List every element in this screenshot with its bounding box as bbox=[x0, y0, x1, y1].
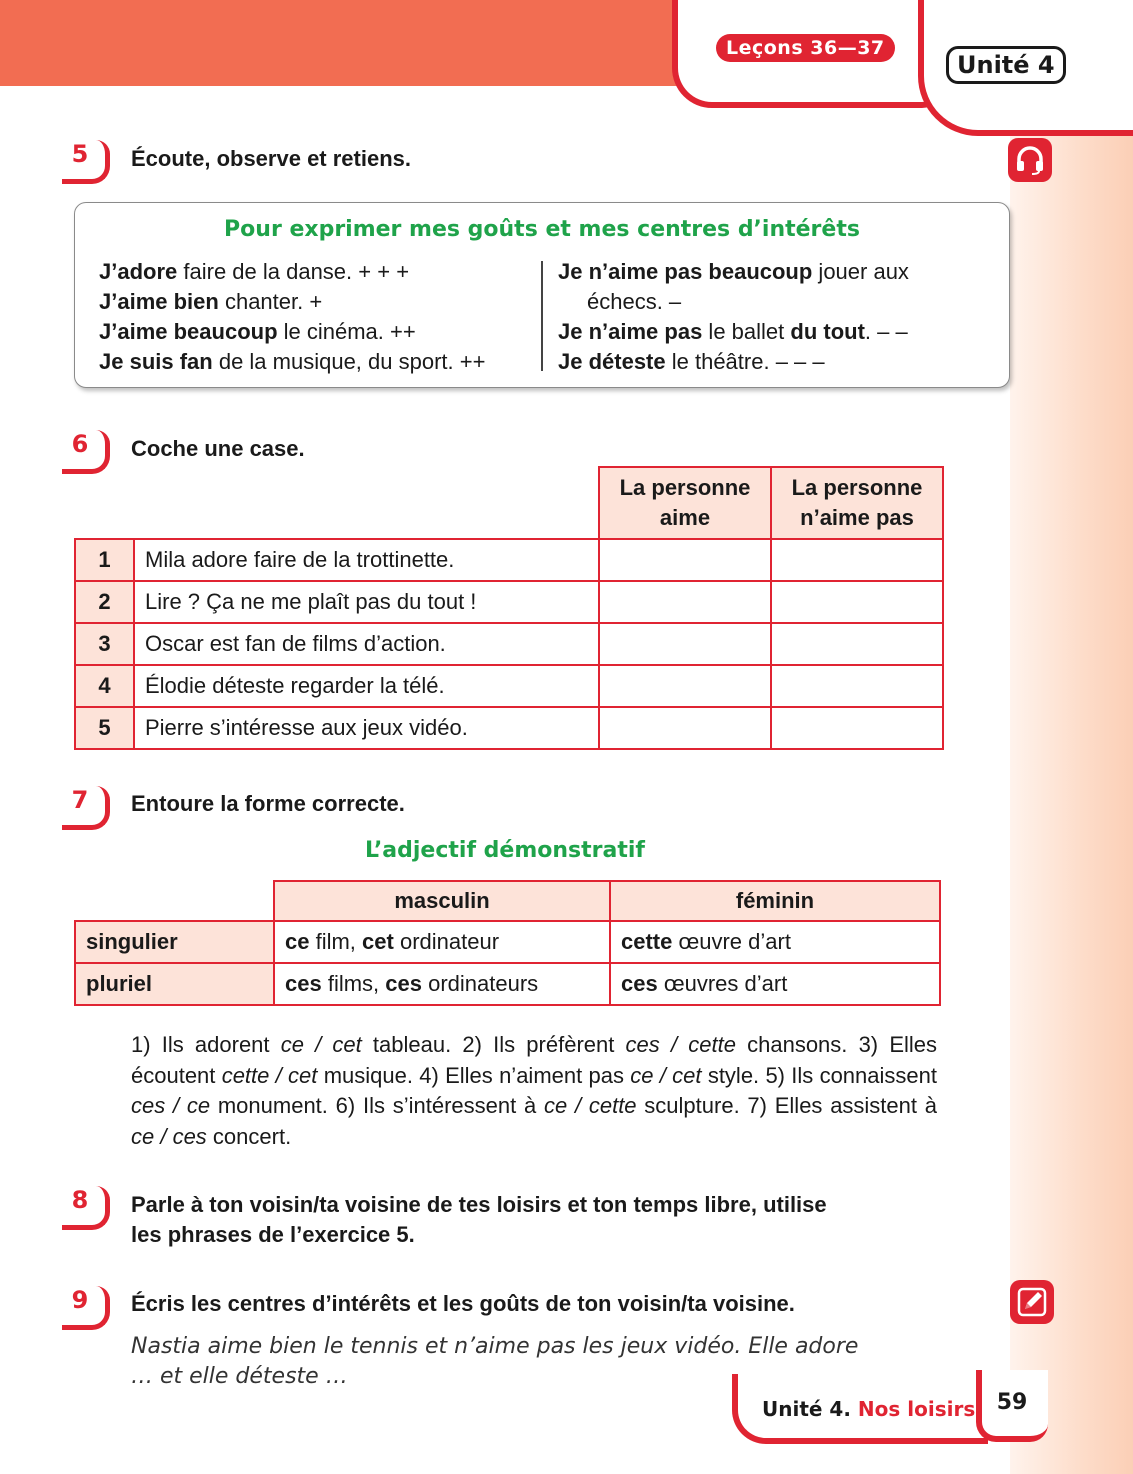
checkbox-cell-likes[interactable] bbox=[599, 665, 771, 707]
sentence-text: sculpture. 7) Elles assistent à bbox=[636, 1093, 937, 1118]
dislikes-line bbox=[558, 257, 909, 287]
cell-bold: ces bbox=[285, 971, 322, 996]
likes-line bbox=[99, 287, 485, 317]
choice-option[interactable]: ce / cette bbox=[543, 1093, 637, 1118]
cell-bold: cet bbox=[362, 929, 394, 954]
column-divider bbox=[541, 261, 543, 371]
cell-text: film, bbox=[309, 929, 363, 954]
example-line: Nastia aime bien le tennis et n’aime pas les jeux vidéo. Elle adore bbox=[131, 1334, 859, 1359]
likes-line bbox=[99, 347, 485, 377]
cell-bold: ces bbox=[385, 971, 422, 996]
sentence-text: style. 5) Ils connaissent bbox=[701, 1062, 937, 1088]
header-band bbox=[0, 0, 680, 86]
sentence-text: chansons. 3) Elles écoutent bbox=[131, 1032, 937, 1088]
checkbox-cell-likes[interactable] bbox=[599, 623, 771, 665]
exercise-number: 6 bbox=[71, 430, 89, 458]
phrase-rest: le ballet bbox=[702, 319, 791, 344]
exercise-number: 5 bbox=[71, 140, 89, 168]
sentence-text: tableau. 2) Ils préfèrent bbox=[361, 1032, 626, 1057]
table-header-row bbox=[75, 881, 940, 921]
phrase-bold: J’aime bien bbox=[99, 289, 219, 314]
column-header-masculine: masculin bbox=[274, 881, 610, 921]
phrase-rest: . – – bbox=[864, 319, 908, 344]
empty-cell bbox=[134, 467, 599, 539]
exercise-number: 8 bbox=[71, 1186, 89, 1214]
phrase-bold: J’aime beaucoup bbox=[99, 319, 278, 344]
exercise-7-instruction: Entoure la forme correcte. bbox=[131, 791, 405, 816]
choice-option[interactable]: ce / cet bbox=[280, 1032, 362, 1057]
checkbox-cell-dislikes[interactable] bbox=[771, 623, 943, 665]
cell-bold: cette bbox=[621, 929, 673, 954]
checkbox-cell-dislikes[interactable] bbox=[771, 665, 943, 707]
dislikes-line bbox=[558, 317, 909, 347]
row-statement: Élodie déteste regarder la télé. bbox=[134, 665, 599, 707]
table-row bbox=[75, 539, 943, 581]
likes-line bbox=[99, 317, 485, 347]
checkbox-cell-likes[interactable] bbox=[599, 707, 771, 749]
sentence-text: musique. 4) Elles n’aiment pas bbox=[317, 1062, 631, 1088]
phrase-bold: du tout bbox=[790, 319, 865, 344]
phrase-rest: de la musique, du sport. ++ bbox=[212, 349, 486, 374]
column-header-likes bbox=[599, 467, 771, 539]
demonstrative-table bbox=[74, 880, 941, 1006]
page-number: 59 bbox=[996, 1390, 1028, 1415]
choice-option[interactable]: ces / cette bbox=[625, 1032, 736, 1057]
exercise-number-8 bbox=[62, 1186, 102, 1230]
phrase-bold: Je n’aime pas bbox=[558, 319, 703, 344]
right-decorative-band bbox=[1010, 0, 1133, 1474]
phrase-rest: le théâtre. – – – bbox=[665, 349, 825, 374]
exercise-6-instruction: Coche une case. bbox=[131, 436, 305, 461]
table-row bbox=[75, 963, 940, 1005]
phrase-rest: jouer aux bbox=[812, 259, 909, 284]
table-row bbox=[75, 665, 943, 707]
table-row bbox=[75, 707, 943, 749]
cell-text: œuvres d’art bbox=[657, 971, 788, 996]
likes-line bbox=[99, 257, 485, 287]
dislikes-line bbox=[558, 347, 909, 377]
grammar-box bbox=[74, 202, 1010, 388]
singular-masculine-cell bbox=[274, 921, 610, 963]
choice-option[interactable]: cette / cet bbox=[221, 1062, 318, 1088]
header-line: La personne bbox=[619, 475, 751, 500]
footer-title: Nos loisirs bbox=[857, 1397, 976, 1421]
phrase-bold: Je suis fan bbox=[99, 349, 213, 374]
checkbox-cell-dislikes[interactable] bbox=[771, 707, 943, 749]
unit-label: Unité 4 bbox=[946, 46, 1066, 84]
table-row bbox=[75, 623, 943, 665]
headphones-icon bbox=[1008, 138, 1052, 182]
empty-cell bbox=[75, 881, 274, 921]
phrase-bold: J’adore bbox=[99, 259, 178, 284]
row-statement: Oscar est fan de films d’action. bbox=[134, 623, 599, 665]
exercise-number: 9 bbox=[71, 1286, 89, 1314]
choice-option[interactable]: ce / ces bbox=[131, 1123, 207, 1149]
phrase-bold: Je n’aime pas beaucoup bbox=[558, 259, 813, 284]
checkbox-cell-likes[interactable] bbox=[599, 581, 771, 623]
singular-feminine-cell bbox=[610, 921, 940, 963]
plural-masculine-cell bbox=[274, 963, 610, 1005]
exercise-7-sentences bbox=[131, 1030, 937, 1152]
row-number: 1 bbox=[75, 539, 134, 581]
choice-option[interactable]: ces / ce bbox=[131, 1093, 211, 1118]
header-line: aime bbox=[659, 505, 711, 530]
exercise-8-instruction bbox=[131, 1190, 941, 1250]
header-line: La personne bbox=[791, 475, 923, 500]
phrase-bold: Je déteste bbox=[558, 349, 666, 374]
exercise-number-5 bbox=[62, 140, 102, 184]
table-row bbox=[75, 921, 940, 963]
row-header-singular: singulier bbox=[75, 921, 274, 963]
choice-option[interactable]: ce / cet bbox=[630, 1062, 702, 1088]
exercise-9-instruction: Écris les centres d’intérêts et les goûts de ton voisin/ta voisine. bbox=[131, 1291, 795, 1316]
row-statement: Pierre s’intéresse aux jeux vidéo. bbox=[134, 707, 599, 749]
row-number: 3 bbox=[75, 623, 134, 665]
grammar-box-title: Pour exprimer mes goûts et mes centres d’intérêts bbox=[224, 217, 860, 242]
cell-bold: ce bbox=[285, 929, 310, 954]
example-line: … et elle déteste … bbox=[131, 1364, 348, 1389]
exercise-number: 7 bbox=[71, 786, 89, 814]
checkbox-cell-dislikes[interactable] bbox=[771, 539, 943, 581]
header-line: n’aime pas bbox=[800, 505, 914, 530]
checkbox-cell-likes[interactable] bbox=[599, 539, 771, 581]
sentence-text: concert. bbox=[206, 1123, 292, 1149]
sentence-text: 1) Ils adorent bbox=[131, 1032, 281, 1057]
phrase-rest: chanter. + bbox=[218, 289, 323, 314]
likes-list bbox=[99, 257, 485, 377]
row-statement: Mila adore faire de la trottinette. bbox=[134, 539, 599, 581]
phrase-rest: le cinéma. ++ bbox=[277, 319, 416, 344]
instruction-line: les phrases de l’exercice 5. bbox=[131, 1222, 415, 1247]
cell-bold: ces bbox=[621, 971, 658, 996]
empty-cell bbox=[75, 467, 134, 539]
column-header-feminine: féminin bbox=[610, 881, 940, 921]
footer-unit: Unité 4. bbox=[762, 1397, 851, 1421]
lessons-label: Leçons 36—37 bbox=[716, 34, 895, 62]
instruction-line: Parle à ton voisin/ta voisine de tes loisirs et ton temps libre, utilise bbox=[131, 1192, 827, 1217]
footer-chapter-title bbox=[762, 1397, 975, 1421]
sentence-text: monument. 6) Ils s’intéressent à bbox=[210, 1093, 544, 1118]
dislikes-line: échecs. – bbox=[587, 289, 682, 314]
cell-text: ordinateurs bbox=[422, 971, 539, 996]
checkbox-table bbox=[74, 466, 944, 750]
cell-text: films, bbox=[321, 971, 386, 996]
cell-text: œuvre d’art bbox=[672, 929, 791, 954]
demonstrative-table-title: L’adjectif démonstratif bbox=[364, 838, 645, 863]
row-number: 2 bbox=[75, 581, 134, 623]
exercise-number-9 bbox=[62, 1286, 102, 1330]
row-header-plural: pluriel bbox=[75, 963, 274, 1005]
cell-text: ordinateur bbox=[393, 929, 500, 954]
phrase-rest: faire de la danse. + + + bbox=[177, 259, 410, 284]
checkbox-cell-dislikes[interactable] bbox=[771, 581, 943, 623]
plural-feminine-cell bbox=[610, 963, 940, 1005]
column-header-dislikes bbox=[771, 467, 943, 539]
row-number: 5 bbox=[75, 707, 134, 749]
table-row bbox=[75, 581, 943, 623]
pencil-icon bbox=[1010, 1280, 1054, 1324]
exercise-number-7 bbox=[62, 786, 102, 830]
row-number: 4 bbox=[75, 665, 134, 707]
dislikes-list bbox=[558, 257, 909, 377]
table-header-row bbox=[75, 467, 943, 539]
row-statement: Lire ? Ça ne me plaît pas du tout ! bbox=[134, 581, 599, 623]
exercise-5-instruction: Écoute, observe et retiens. bbox=[131, 146, 411, 171]
